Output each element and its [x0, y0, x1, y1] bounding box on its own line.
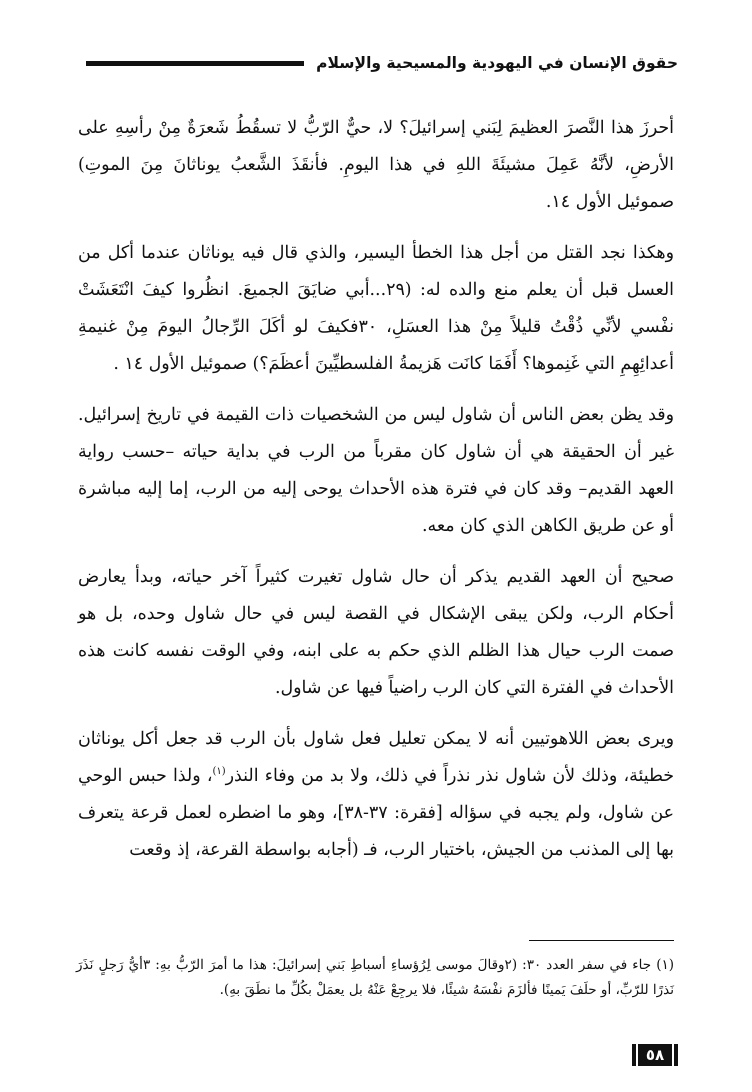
paragraph-5-text-end: ، ولذا حبس الوحي عن شاول، ولم يجبه في سؤاله [فقرة: ٣٧-٣٨]، وهو ما اضطره لعمل قرعة يتعرف بها إلى المذنب من الجيش، باختيار الرب، فـ (أجابه بواسطة القرعة، إذ وقعت [78, 766, 674, 860]
paragraph-5-text-start: ويرى بعض اللاهوتيين أنه لا يمكن تعليل فعل شاول بأن الرب قد جعل أكل يوناثان خطيئة، وذلك لأن شاول نذر نذراً في ذلك، ولا بد من وفاء النذر [78, 729, 674, 786]
body-text [78, 110, 674, 869]
page-number [632, 1044, 678, 1066]
page-number-label: ٥٨ [638, 1044, 672, 1066]
paragraph-4: صحيح أن العهد القديم يذكر أن حال شاول تغيرت كثيراً آخر حياته، وبدأ يعارض أحكام الرب، ولكن يبقى الإشكال في القصة ليس في حال شاول وحده، بل هو صمت الرب حيال هذا الظلم الذي حكم به على ابنه، وفي الوقت نفسه كانت هذه الأحداث في الفترة التي كان الرب راضياً فيها عن شاول. [78, 567, 674, 698]
paragraph-2: وهكذا نجد القتل من أجل هذا الخطأ اليسير، والذي قال فيه يوناثان عندما أكل من العسل قبل أن يعلم منع والده له: (٢٩...أبي ضايَقَ الجميعَ. انظُروا كيفَ انْتَعَشَتْ نفْسي لأنِّي ذُقْتُ قليلاً مِنْ هذا العسَلِ، ٣٠فكيفَ لو أكَلَ الرِّجالُ اليومَ مِنْ غنيمةِ أعدائِهِمِ التي غَنِموها؟ أَفَمَا كانَت هَزيمةُ الفلسطيِّينَ أعظَمَ؟) صموئيل الأول ١٤ . [78, 243, 674, 374]
header-rule [86, 61, 304, 66]
footnote-text: (١) جاء في سفر العدد ٣٠: (٢وقالَ موسى لِرُؤساءِ أسباطِ بَني إسرائيلَ: هذا ما أمرَ الرّبُّ بهِ: ٣أيُّ رَجلٍ نَذَرَ نَذرًا للرّبِّ، أو حلَفَ يَمينًا فألزَمَ نفْسَهُ شيئًا، فلا يرجِعْ عَنْهُ بل يعمَلْ بكُلِّ ما نطَقَ بهِ). [76, 957, 675, 998]
footnote-reference: (١) [212, 766, 226, 778]
paragraph-1: أحرزَ هذا النَّصرَ العظيمَ لِبَني إسرائيلَ؟ لا، حيٌّ الرّبُّ لا تسقُطُ شَعرَةٌ مِنْ رأسِهِ على الأرضِ، لأنَّهُ عَمِلَ مشيئَةَ اللهِ في هذا اليومِ. فأنقَذَ الشَّعبُ يوناثانَ مِنَ الموتِ) صموئيل الأول ١٤. [78, 118, 674, 212]
paragraph-3: وقد يظن بعض الناس أن شاول ليس من الشخصيات ذات القيمة في تاريخ إسرائيل. غير أن الحقيقة هي أن شاول كان مقرباً من الرب في بداية حياته –حسب رواية العهد القديم– وقد كان في فترة هذه الأحداث يوحى إليه من الرب، إما إليه مباشرة أو عن طريق الكاهن الذي كان معه. [78, 405, 674, 536]
footnote-rule [529, 940, 674, 941]
paragraph-5 [78, 721, 674, 869]
running-header [86, 50, 678, 76]
page-number-bar-left [632, 1044, 636, 1066]
running-header-title: حقوق الإنسان في اليهودية والمسيحية والإسلام [316, 54, 678, 72]
page-number-bar-right [674, 1044, 678, 1066]
